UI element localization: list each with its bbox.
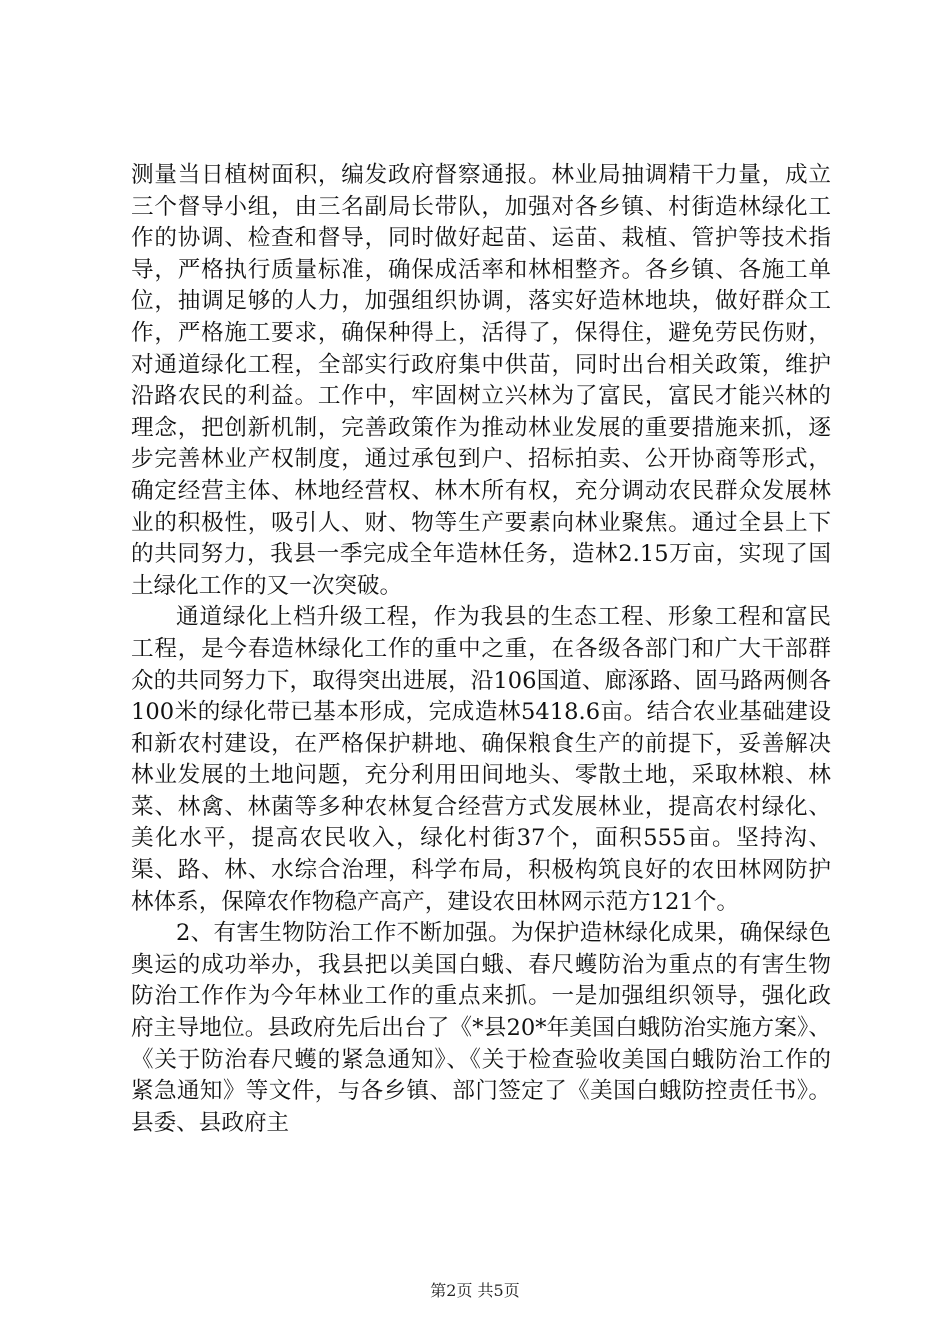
page-number-footer: 第2页 共5页 <box>430 1281 520 1300</box>
paragraph-2: 通道绿化上档升级工程，作为我县的生态工程、形象工程和富民工程，是今春造林绿化工作的重中之重，在各级各部门和广大干部群众的共同努力下，取得突出进展，沿106国道、廊涿路、固马路两侧各100米的绿化带已基本形成，完成造林5418.6亩。结合农业基础建设和新农村建设，在严格保护耕地、确保粮食生产的前提下，妥善解决林业发展的土地问题，充分利用田间地头、零散土地，采取林粮、林菜、林禽、林菌等多种农林复合经营方式发展林业，提高农村绿化、美化水平，提高农民收入，绿化村街37个，面积555亩。坚持沟、渠、路、林、水综合治理，科学布局，积极构筑良好的农田林网防护林体系，保障农作物稳产高产，建设农田林网示范方121个。 <box>131 604 831 915</box>
paragraph-3: 2、有害生物防治工作不断加强。为保护造林绿化成果，确保绿色奥运的成功举办，我县把以美国白蛾、春尺蠖防治为重点的有害生物防治工作作为今年林业工作的重点来抓。一是加强组织领导，强化政府主导地位。县政府先后出台了《*县20*年美国白蛾防治实施方案》、《关于防治春尺蠖的紧急通知》、《关于检查验收美国白蛾防治工作的紧急通知》等文件，与各乡镇、部门签定了《美国白蛾防控责任书》。县委、县政府主 <box>131 920 831 1136</box>
paragraph-1: 测量当日植树面积，编发政府督察通报。林业局抽调精干力量，成立三个督导小组，由三名副局长带队，加强对各乡镇、村街造林绿化工作的协调、检查和督导，同时做好起苗、运苗、栽植、管护等技术指导，严格执行质量标准，确保成活率和林相整齐。各乡镇、各施工单位，抽调足够的人力，加强组织协调，落实好造林地块，做好群众工作，严格施工要求，确保种得上，活得了，保得住，避免劳民伤财，对通道绿化工程，全部实行政府集中供苗，同时出台相关政策，维护沿路农民的利益。工作中，牢固树立兴林为了富民，富民才能兴林的理念，把创新机制，完善政策作为推动林业发展的重要措施来抓，逐步完善林业产权制度，通过承包到户、招标拍卖、公开协商等形式，确定经营主体、林地经营权、林木所有权，充分调动农民群众发展林业的积极性，吸引人、财、物等生产要素向林业聚焦。通过全县上下的共同努力，我县一季完成全年造林任务，造林2.15万亩，实现了国土绿化工作的又一次突破。 <box>131 162 831 599</box>
body-text <box>131 160 831 1139</box>
